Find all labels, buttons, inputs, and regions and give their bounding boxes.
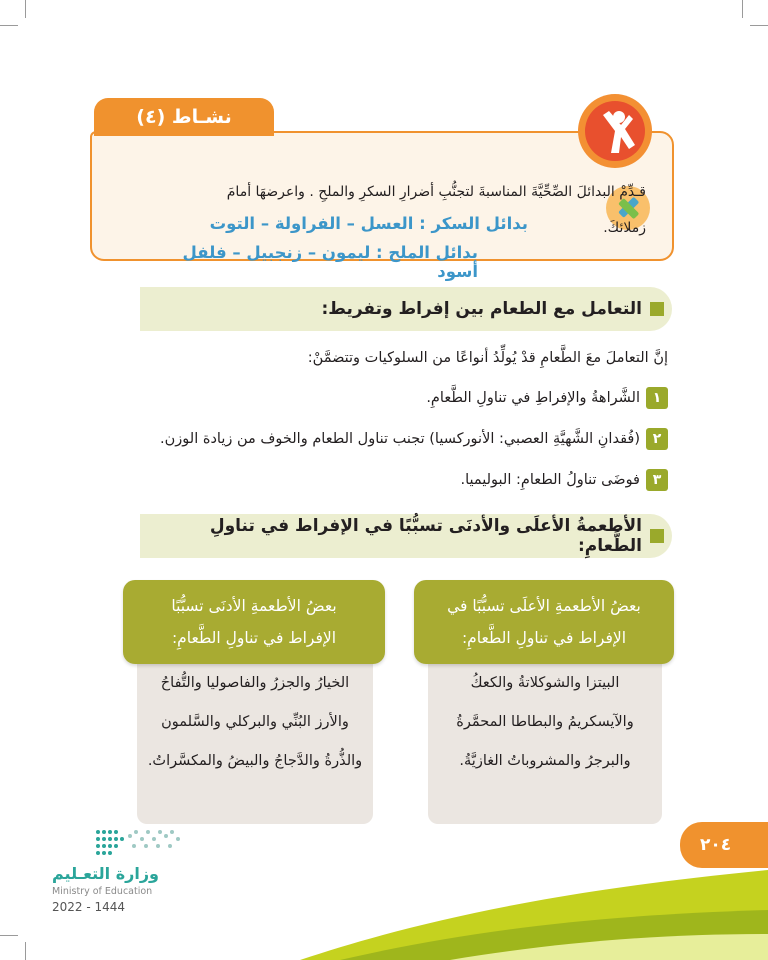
activity-title: نشـاط (٤) [94, 98, 274, 136]
activity-instruction: قـدِّمْ البدائلَ الصِّحِّيَّةَ المناسبةَ لتجنُّبِ أضرارِ السكرِ والملحِ . واعرضهَا أمامَ [226, 184, 646, 200]
crop-mark [0, 935, 18, 936]
low-foods-line: والذُّرةُ والدَّجاجُ والبيضُ والمكسَّراتُ. [147, 753, 363, 769]
answer-sugar: بدائل السكر : العسل – الفراولة – التوت [209, 214, 528, 233]
ministry-name-ar: وزارة التعـليم [52, 864, 159, 883]
answer-salt: بدائل الملح : ليمون – زنجبيل – فلفل أسود [182, 243, 478, 281]
low-foods-line: والأرز البُنِّي والبركلي والسَّلمون [161, 714, 349, 730]
edition-year: 2022 - 1444 [52, 900, 126, 914]
crop-mark [0, 25, 18, 26]
high-foods-list [428, 652, 662, 824]
low-foods-header [123, 580, 385, 664]
crop-mark [25, 0, 26, 18]
ministry-logo-dots-icon [94, 826, 184, 860]
crop-mark [742, 0, 743, 18]
high-foods-line: البيتزا والشوكلاتةُ والكعكُ [470, 675, 620, 691]
item-text: الشَّراهةُ والإفراطِ في تناولِ الطَّعامِ. [426, 390, 640, 406]
list-item [68, 387, 668, 409]
section-header [140, 287, 672, 331]
item-text: فوضَى تناولُ الطعامِ: البوليميا. [460, 472, 640, 488]
square-bullet-icon [650, 529, 664, 543]
low-header-line: الإفراط في تناولِ الطَّعامِ: [171, 629, 337, 647]
item-number: ١ [646, 387, 668, 409]
crop-mark [25, 942, 26, 960]
square-bullet-icon [650, 302, 664, 316]
page-number: ٢٠٤ [680, 822, 768, 868]
crop-mark [750, 25, 768, 26]
section-title: الأطعمةُ الأعلَى والأدنَى تسبُّبًا في الإفراط في تناولِ الطَّعامِ: [209, 516, 642, 556]
low-foods-line: الخيارُ والجزرُ والفاصوليا والتُّفاحُ [160, 675, 350, 691]
high-header-line: الإفراط في تناولِ الطَّعامِ: [461, 629, 627, 647]
section-title: التعامل مع الطعام بين إفراط وتفريط: [321, 299, 642, 319]
item-text: (فُقدانِ الشَّهيَّةِ العصبي: الأنوركسيا) تجنب تناول الطعام والخوف من زيادة الوزن. [160, 431, 640, 447]
high-foods-line: والبرجرُ والمشروباتُ الغازيَّةُ. [459, 753, 631, 769]
list-item [68, 469, 668, 491]
high-header-line: بعضُ الأطعمةِ الأعلَى تسبُّبًا في [447, 597, 641, 615]
person-celebrating-icon [585, 101, 645, 161]
high-foods-header [414, 580, 674, 664]
list-item [68, 428, 668, 450]
item-number: ٣ [646, 469, 668, 491]
low-header-line: بعضُ الأطعمةِ الأدنَى تسبُّبًا [171, 597, 337, 615]
ministry-name-en: Ministry of Education [52, 886, 153, 897]
low-foods-list [137, 652, 373, 824]
high-foods-line: والآيسكريمُ والبطاطا المحمَّرةُ [456, 714, 634, 730]
item-number: ٢ [646, 428, 668, 450]
section-header [140, 514, 672, 558]
section-intro: إنَّ التعاملَ معَ الطَّعامِ قدْ يُولِّدُ أنواعًا من السلوكيات وتتضمَّنْ: [307, 350, 668, 366]
activity-instruction-cont: زملائكَ. [603, 220, 646, 236]
